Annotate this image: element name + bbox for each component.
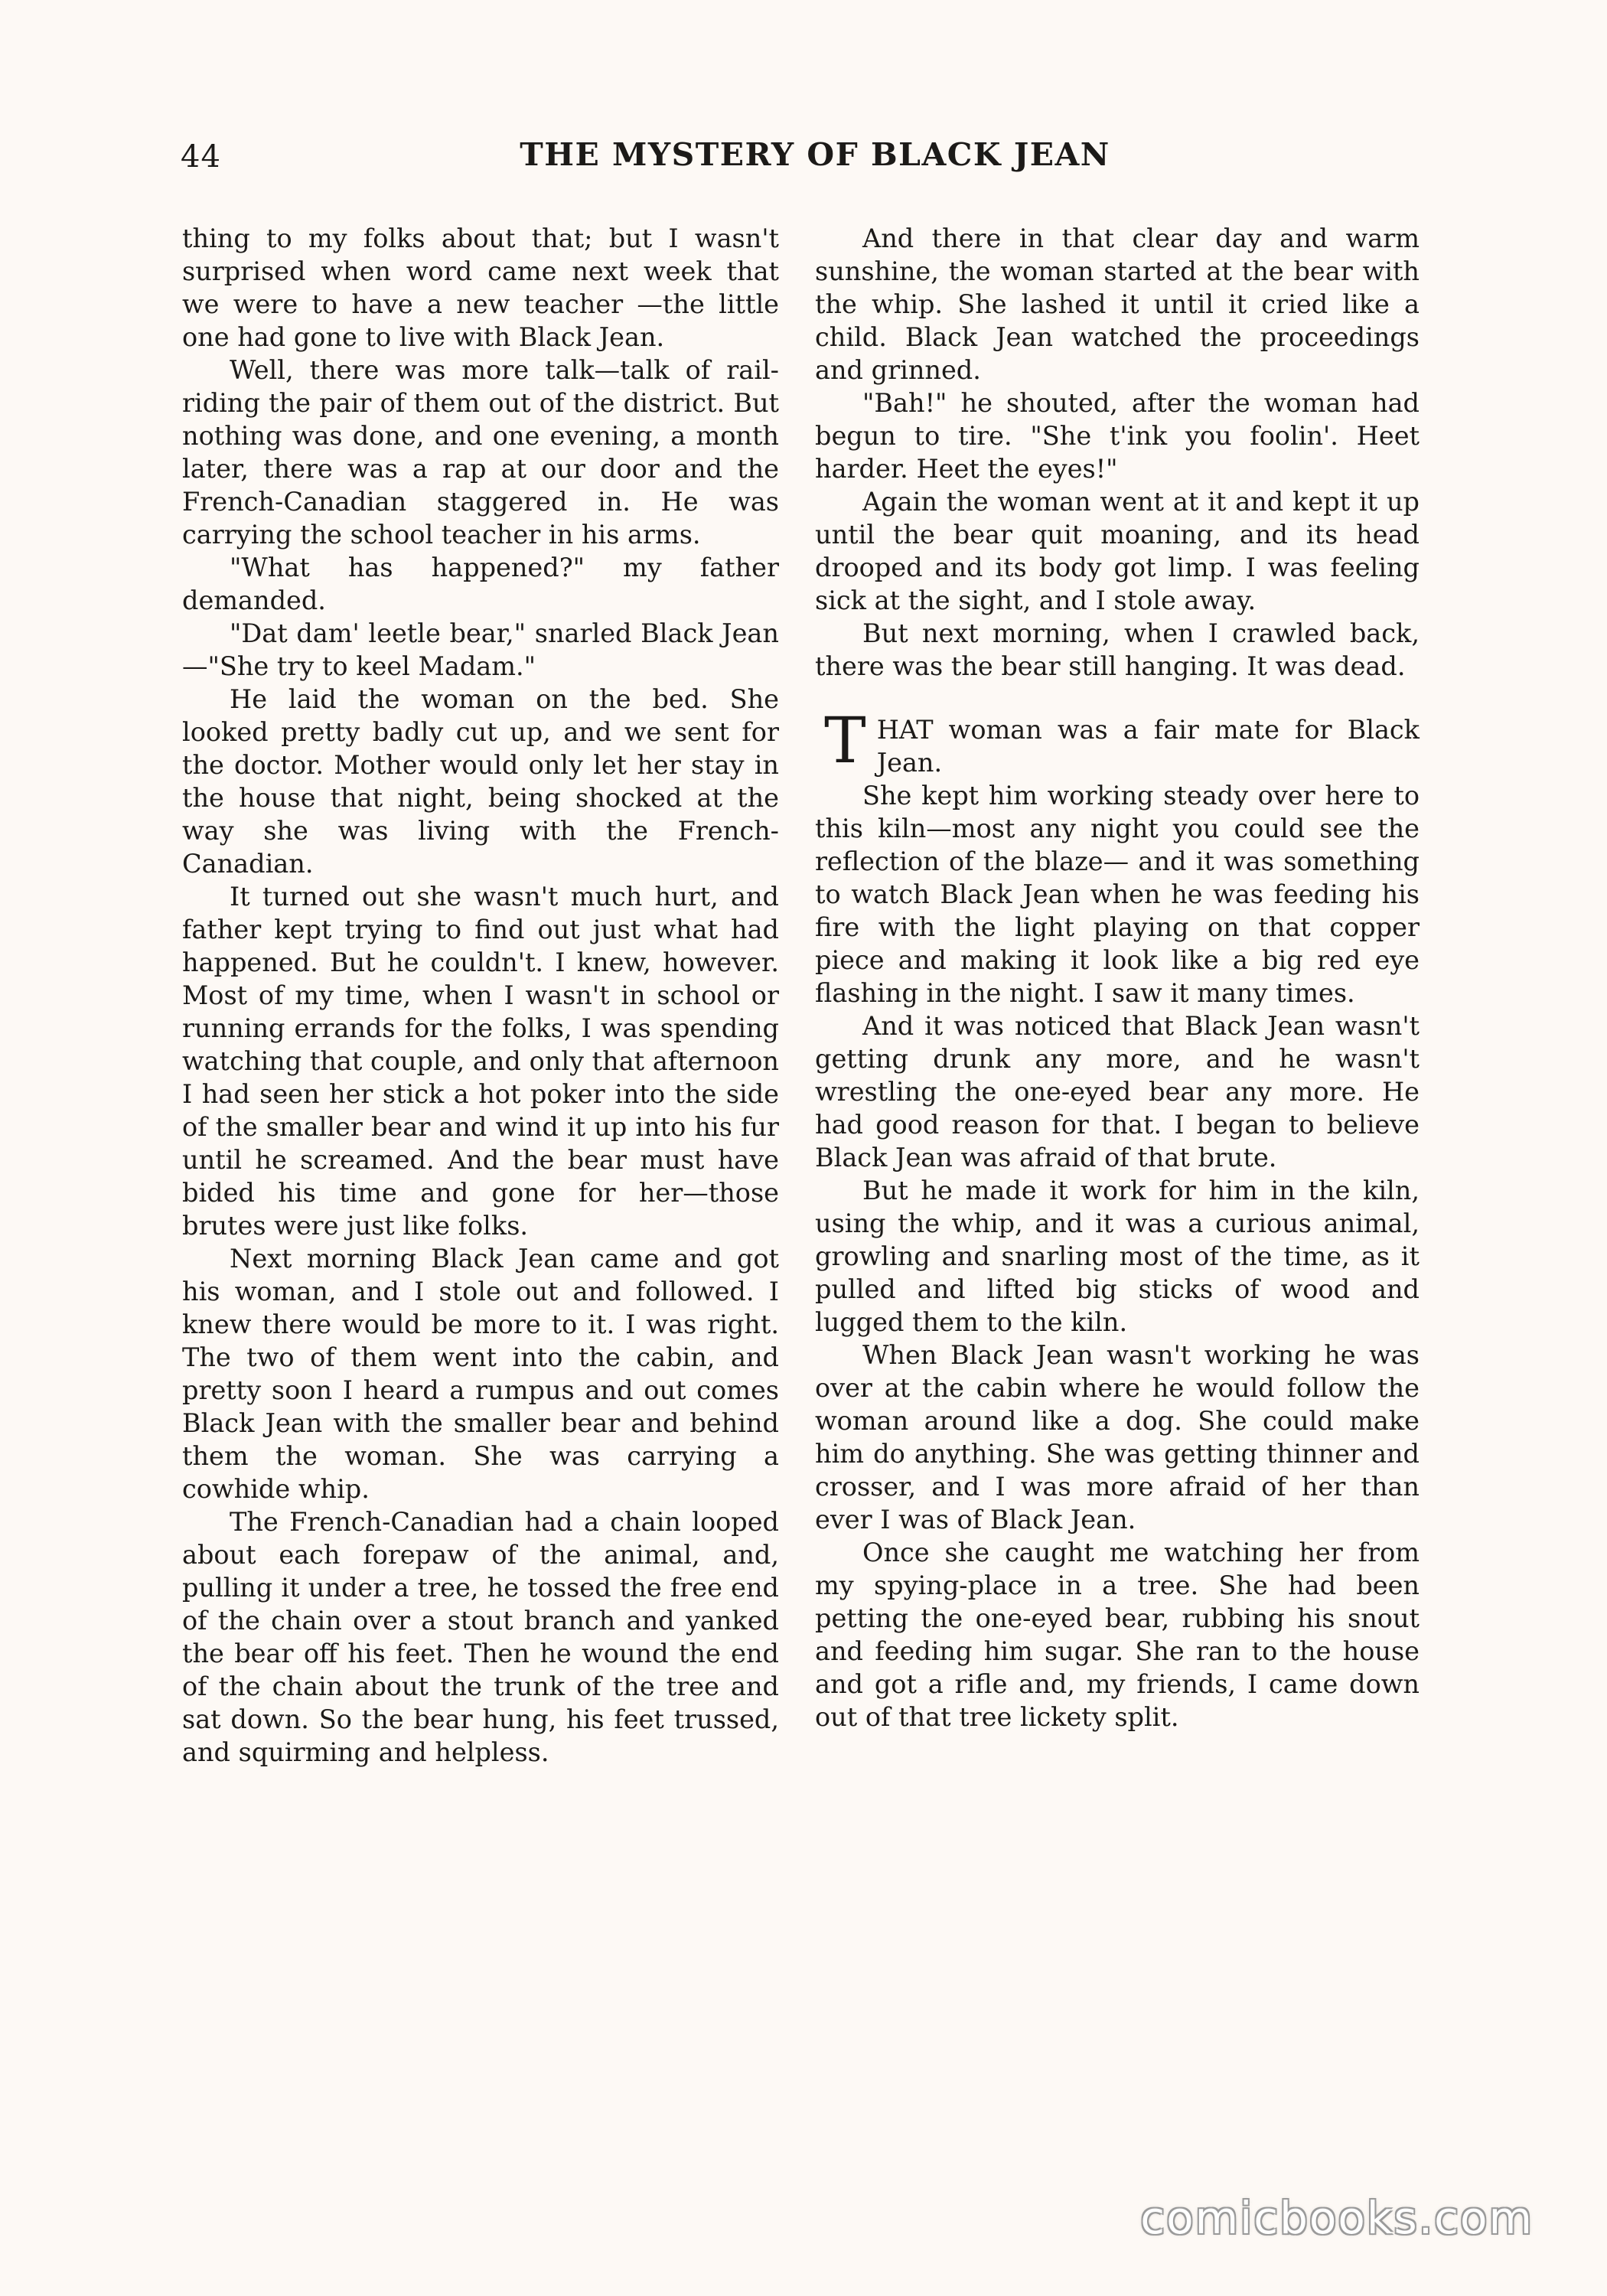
page-number: 44 bbox=[181, 139, 221, 174]
running-title: THE MYSTERY OF BLACK JEAN bbox=[520, 136, 1110, 173]
paragraph: And it was noticed that Black Jean wasn't getting drunk any more, and he wasn't wrestling the one-eyed bear any more. He had good reason for that. I began to believe Black Jean was afraid of that brute. bbox=[815, 1011, 1420, 1172]
paragraph: thing to my folks about that; but I wasn't surprised when word came next week that we were to have a new teacher —the little one had gone to live with Black Jean. bbox=[182, 223, 779, 352]
paragraph: When Black Jean wasn't working he was over at the cabin where he would follow the woman around like a dog. She could make him do anything. She was getting thinner and crosser, and I was more afraid of her than ever I was of Black Jean. bbox=[815, 1340, 1420, 1534]
paragraph: It turned out she wasn't much hurt, and father kept trying to find out just what had happened. But he couldn't. I knew, however. Most of my time, when I wasn't in school or running errands for the folks, I was spending watching that couple, and only that afternoon I had seen her stick a hot poker into the side of the smaller bear and wind it up into his fur until he screamed. And the bear must have bided his time and gone for her—those brutes were just like folks. bbox=[182, 882, 779, 1241]
left-column bbox=[182, 222, 779, 1769]
site-watermark: comicbooks.com bbox=[1140, 2192, 1534, 2244]
paragraph: And there in that clear day and warm sunshine, the woman started at the bear with the whip. She lashed it until it cried like a child. Black Jean watched the proceedings and grinned. bbox=[815, 223, 1420, 385]
paragraph: "What has happened?" my father demanded. bbox=[182, 553, 779, 615]
drop-cap: T bbox=[824, 705, 866, 778]
paragraph: But he made it work for him in the kiln, using the whip, and it was a curious animal, growling and snarling most of the time, as it pulled and lifted big sticks of wood and lugged them to the kiln. bbox=[815, 1176, 1420, 1337]
paragraph: Once she caught me watching her from my spying-place in a tree. She had been petting the one-eyed bear, rubbing his snout and feeding him sugar. She ran to the house and got a rifle and, my friends, I came down out of that tree lickety split. bbox=[815, 1538, 1420, 1732]
paragraph: The French-Canadian had a chain looped about each forepaw of the animal, and, pulling it under a tree, he tossed the free end of the chain over a stout branch and yanked the bear off his feet. Then he wound the end of the chain about the trunk of the tree and sat down. So the bear hung, his feet trussed, and squirming and helpless. bbox=[182, 1507, 779, 1767]
paragraph: He laid the woman on the bed. She looked pretty badly cut up, and we sent for the doctor. Mother would only let her stay in the house that night, being shocked at the way she was living with the French-Canadian. bbox=[182, 684, 779, 879]
paragraph: Again the woman went at it and kept it up until the bear quit moaning, and its head drooped and its body got limp. I was feeling sick at the sight, and I stole away. bbox=[815, 487, 1420, 615]
section-lead: HAT woman was a fair mate for Black Jean. bbox=[876, 715, 1420, 778]
section-opening bbox=[815, 705, 1420, 779]
paragraph: "Bah!" he shouted, after the woman had begun to tire. "She t'ink you foolin'. Heet harder. Heet the eyes!" bbox=[815, 388, 1420, 484]
paragraph: "Dat dam' leetle bear," snarled Black Jean—"She try to keel Madam." bbox=[182, 618, 779, 681]
paragraph: Well, there was more talk—talk of rail-riding the pair of them out of the district. But nothing was done, and one evening, a month later, there was a rap at our door and the French-Canadian staggered in. He was carrying the school teacher in his arms. bbox=[182, 355, 779, 550]
paragraph: She kept him working steady over here to this kiln—most any night you could see the reflection of the blaze— and it was something to watch Black Jean when he was feeding his fire with the light playing on that copper piece and making it look like a big red eye flashing in the night. I saw it many times. bbox=[815, 781, 1420, 1008]
paragraph: Next morning Black Jean came and got his woman, and I stole out and followed. I knew there would be more to it. I was right. The two of them went into the cabin, and pretty soon I heard a rumpus and out comes Black Jean with the smaller bear and behind them the woman. She was carrying a cowhide whip. bbox=[182, 1244, 779, 1504]
paragraph: But next morning, when I crawled back, there was the bear still hanging. It was dead. bbox=[815, 618, 1420, 681]
right-column bbox=[815, 222, 1420, 1733]
